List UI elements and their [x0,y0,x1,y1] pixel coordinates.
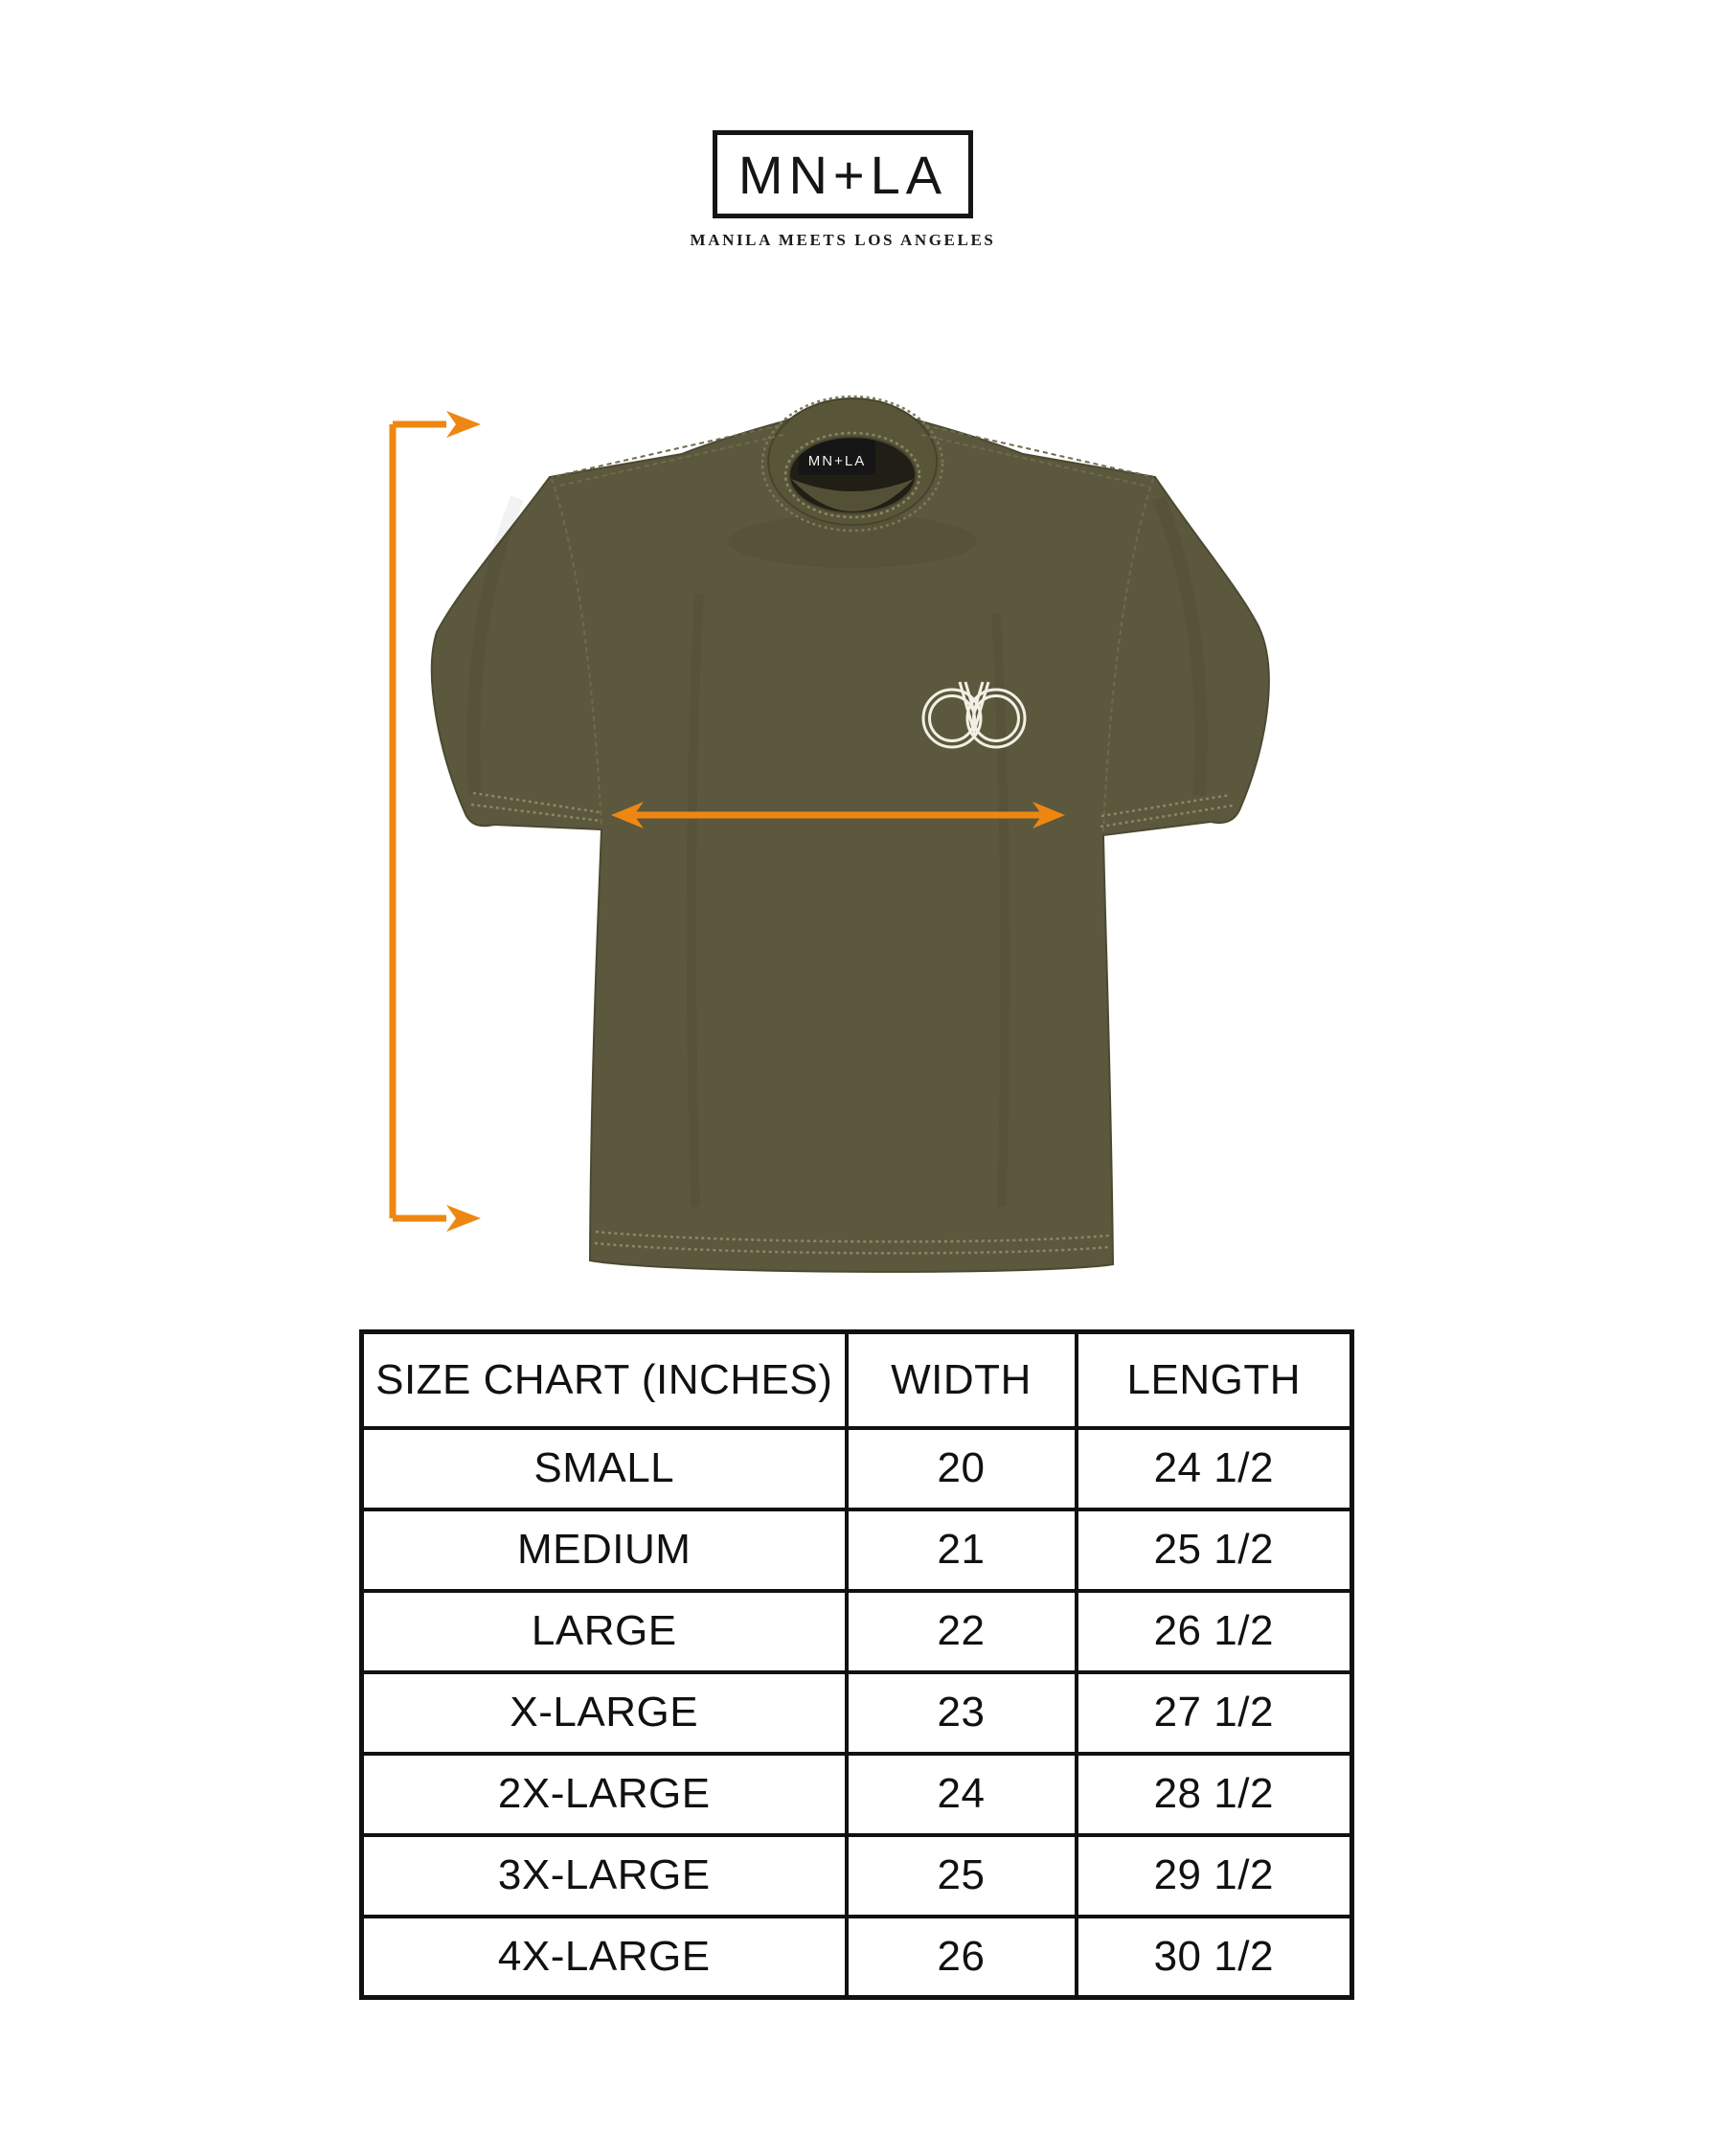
width-cell: 24 [847,1754,1077,1835]
width-cell: 26 [847,1917,1077,1998]
length-cell: 29 1/2 [1077,1835,1352,1917]
table-row [362,1754,1352,1835]
table-row [362,1835,1352,1917]
size-cell: 4X-LARGE [362,1917,847,1998]
table-row [362,1509,1352,1591]
table-row [362,1672,1352,1754]
tshirt-body [432,412,1269,1272]
length-cell: 30 1/2 [1077,1917,1352,1998]
tshirt-graphic [374,383,1303,1303]
size-cell: 2X-LARGE [362,1754,847,1835]
length-cell: 26 1/2 [1077,1591,1352,1672]
length-cell: 28 1/2 [1077,1754,1352,1835]
length-cell: 24 1/2 [1077,1428,1352,1509]
size-chart-table [359,1329,1354,2000]
tshirt-measurement-diagram [374,383,1303,1303]
length-arrow-icon [393,411,481,1232]
header-size-chart: SIZE CHART (INCHES) [362,1332,847,1428]
width-cell: 20 [847,1428,1077,1509]
width-cell: 23 [847,1672,1077,1754]
header-width: WIDTH [847,1332,1077,1428]
size-cell: MEDIUM [362,1509,847,1591]
size-cell: LARGE [362,1591,847,1672]
length-cell: 25 1/2 [1077,1509,1352,1591]
brand-logo: MN+LA [713,130,973,218]
size-cell: 3X-LARGE [362,1835,847,1917]
header-row [362,1332,1352,1428]
brand-header [556,130,1130,250]
header-length: LENGTH [1077,1332,1352,1428]
length-cell: 27 1/2 [1077,1672,1352,1754]
width-cell: 25 [847,1835,1077,1917]
size-cell: SMALL [362,1428,847,1509]
brand-tagline: MANILA MEETS LOS ANGELES [690,231,996,249]
width-cell: 22 [847,1591,1077,1672]
collar [768,398,937,525]
table-row [362,1917,1352,1998]
table-row [362,1591,1352,1672]
table-row [362,1428,1352,1509]
size-cell: X-LARGE [362,1672,847,1754]
neck-tag-label: MN+LA [807,453,867,469]
width-cell: 21 [847,1509,1077,1591]
